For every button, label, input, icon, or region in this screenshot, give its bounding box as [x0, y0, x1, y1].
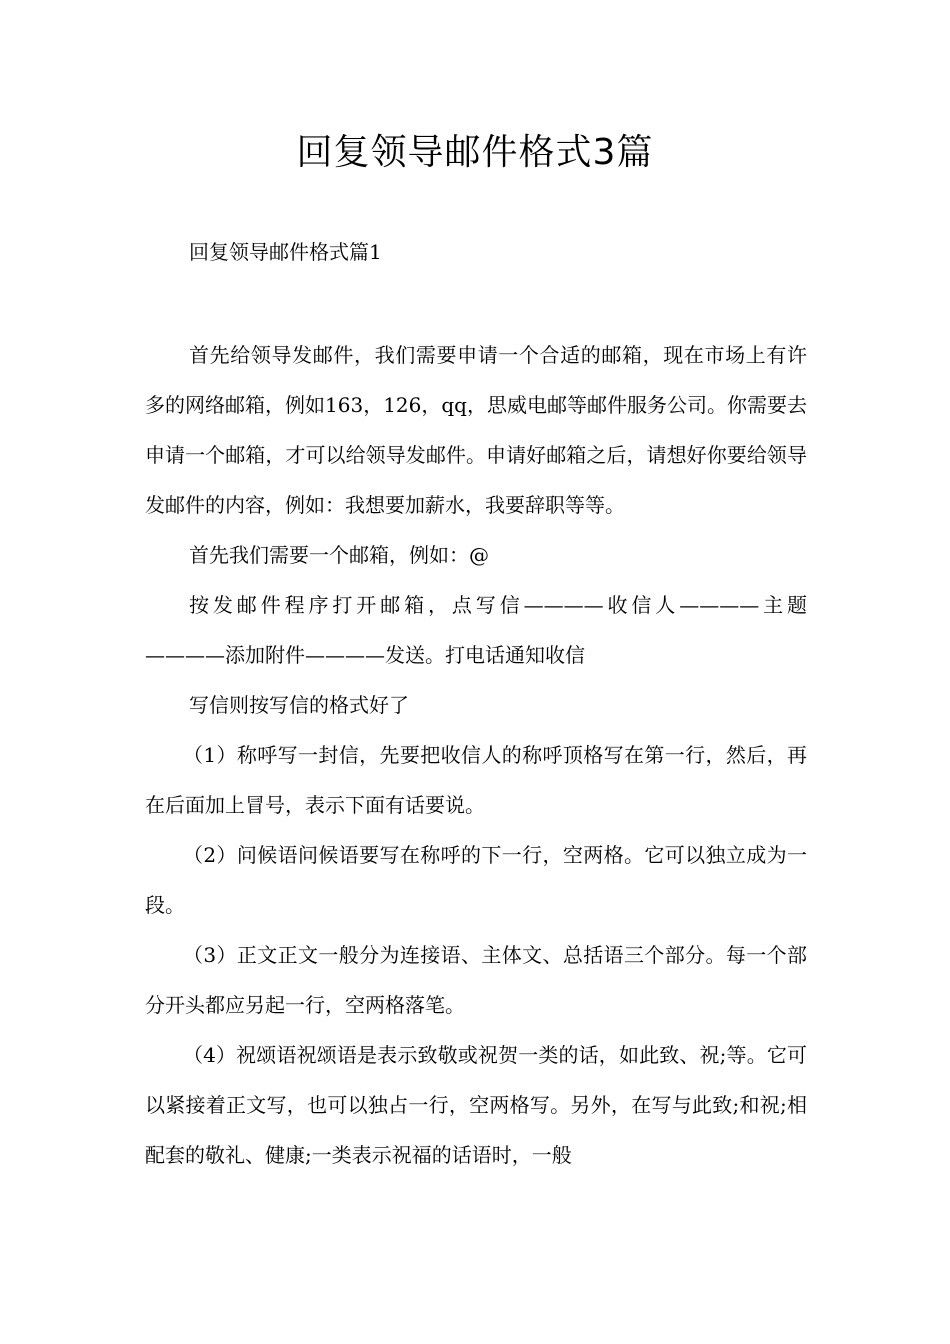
paragraph-send-steps: 按发邮件程序打开邮箱，点写信————收信人————主题————添加附件————发送。打电话通知收信 — [145, 593, 807, 667]
document-body — [145, 330, 807, 1180]
paragraph-main-text: （3）正文正文一般分为连接语、主体文、总括语三个部分。每一个部分开头都应另起一行，空两格落笔。 — [145, 943, 807, 1017]
paragraph-letter-format: 写信则按写信的格式好了 — [189, 693, 409, 717]
paragraph-closing: （4）祝颂语祝颂语是表示致敬或祝贺一类的话，如此致、祝;等。它可以紧接着正文写，也可以独占一行，空两格写。另外，在写与此致;和祝;相配套的敬礼、健康;一类表示祝福的话语时，一般 — [145, 1043, 807, 1167]
paragraph-intro: 首先给领导发邮件，我们需要申请一个合适的邮箱，现在市场上有许多的网络邮箱，例如163，126，qq，思威电邮等邮件服务公司。你需要去申请一个邮箱，才可以给领导发邮件。申请好邮箱之后，请想好你要给领导发邮件的内容，例如：我想要加薪水，我要辞职等等。 — [145, 343, 807, 517]
paragraph-salutation: （1）称呼写一封信，先要把收信人的称呼顶格写在第一行，然后，再在后面加上冒号，表示下面有话要说。 — [145, 743, 807, 817]
section-heading: 回复领导邮件格式篇1 — [189, 240, 382, 264]
paragraph-greeting: （2）问候语问候语要写在称呼的下一行，空两格。它可以独立成为一段。 — [145, 843, 807, 917]
document-title: 回复领导邮件格式3篇 — [296, 132, 654, 173]
paragraph-mailbox-example: 首先我们需要一个邮箱，例如：@ — [189, 543, 489, 567]
